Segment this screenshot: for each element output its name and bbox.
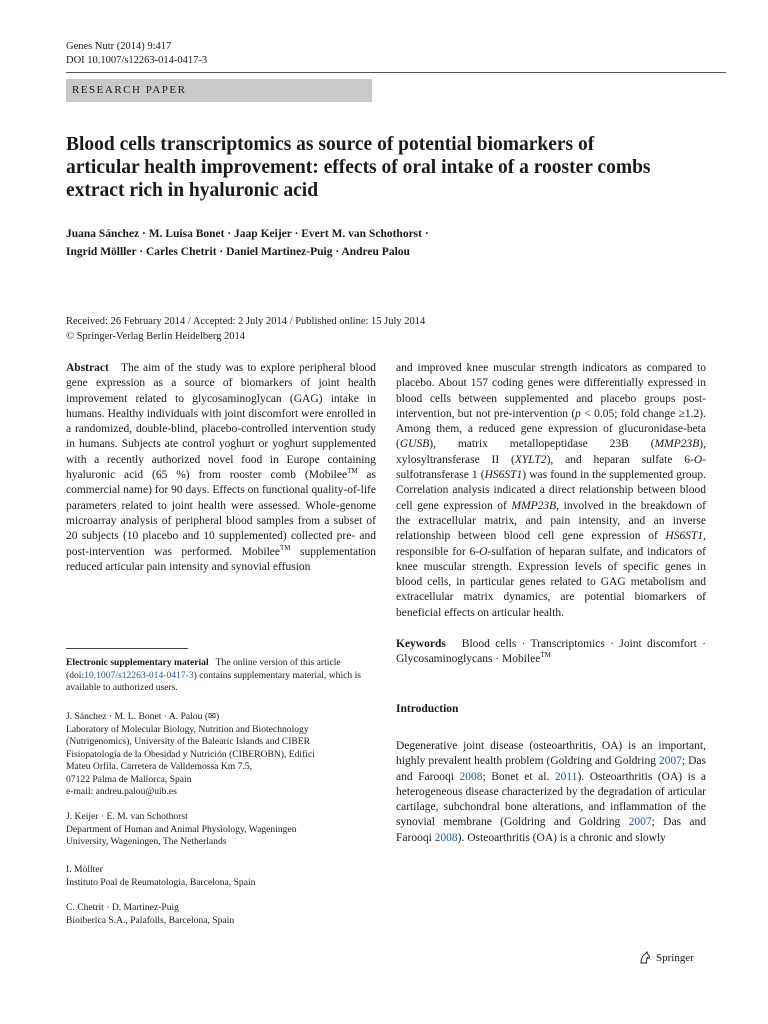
supplementary-text-1: The online version of this article (doi: <box>66 657 341 681</box>
publication-history <box>66 314 726 344</box>
journal-header <box>66 40 207 68</box>
footnote-rule <box>66 648 188 649</box>
author-list <box>66 225 686 261</box>
citation-link[interactable]: 2008 <box>459 770 483 783</box>
publisher-logo <box>638 951 694 965</box>
affiliation-names: J. Sánchez · M. L. Bonet · A. Palou (✉) <box>66 711 220 722</box>
springer-horse-icon <box>638 951 652 965</box>
author-line-2: Ingrid Mölller · Carles Chetrit · Daniel Martinez-Puig · Andreu Palou <box>66 246 410 258</box>
supplementary-note <box>66 657 376 695</box>
supplementary-label: Electronic supplementary material <box>66 657 209 668</box>
supplementary-doi-link[interactable]: 10.1007/s12263-014-0417-3 <box>84 669 194 681</box>
trademark-sup: TM <box>280 543 291 552</box>
affiliation-line: 07122 Palma de Mallorca, Spain <box>66 773 192 785</box>
supplementary-text-2: ) contains supplementary material, which is available to authorized users. <box>66 669 361 693</box>
copyright-line: © Springer-Verlag Berlin Heidelberg 2014 <box>66 331 246 342</box>
citation-link[interactable]: 2011 <box>554 770 578 783</box>
affiliation-line: Fisiopatología de la Obesidad y Nutrición (CIBEROBN), Edifici <box>66 748 315 760</box>
affiliation-block-3 <box>66 864 376 889</box>
abstract-paragraph <box>66 361 376 575</box>
keywords-label: Keywords <box>396 638 446 651</box>
journal-doi: DOI 10.1007/s12263-014-0417-3 <box>66 55 208 66</box>
article-title: Blood cells transcriptomics as source of potential biomarkers of articular health improvement: effects of oral intake of a rooster combs extract rich in hyaluronic acid <box>66 134 651 201</box>
abstract-text-2: as commercial name) for 90 days. Effects on functional quality-of-life parameters related to joint health were assessed. Whole-genome microarray analysis of peripheral blood samples from a subset of 20 subjects (10 placebo and 10 supplemented) collected pre- and post-intervention was performed. Mobilee <box>66 469 376 558</box>
affiliation-line: Mateu Orfila. Carretera de Valldemossa Km 7.5, <box>66 761 253 772</box>
affiliation-block-1 <box>66 711 376 799</box>
article-type-banner: RESEARCH PAPER <box>66 79 372 102</box>
contact-email: e-mail: andreu.palou@uib.es <box>66 786 177 797</box>
affiliation-names: I. Möllter <box>66 864 103 875</box>
citation-link[interactable]: 2007 <box>628 816 652 829</box>
trademark-sup: TM <box>540 651 551 660</box>
abstract-continuation-column <box>396 361 706 846</box>
introduction-paragraph: Degenerative joint disease (osteoarthritis, OA) is an important, highly prevalent health problem (Goldring and Goldring 2007; Das and Farooqi 2008; Bonet et al. 2011). Osteoarthritis (OA) is a heterogeneous disease characterized by the degradation of articular cartilage, subchondral bone alterations, and inflammation of the synovial membrane (Goldring and Goldring 2007; Das and Farooqi 2008). Osteoarthritis (OA) is a chronic and slowly <box>396 739 706 844</box>
author-line-1: Juana Sánchez · M. Luisa Bonet · Jaap Keijer · Evert M. van Schothorst · <box>66 228 429 240</box>
affiliation-line: (Nutrigenomics), University of the Balearic Islands and CIBER <box>66 736 311 747</box>
trademark-sup: TM <box>347 467 358 476</box>
abstract-column <box>66 361 376 575</box>
introduction-heading: Introduction <box>396 702 459 715</box>
journal-citation: Genes Nutr (2014) 9:417 <box>66 41 172 52</box>
header-rule <box>66 72 726 73</box>
keywords-text: Blood cells · Transcriptomics · Joint discomfort · Glycosaminoglycans · Mobilee <box>396 638 707 666</box>
keywords <box>396 637 706 668</box>
affiliation-line: Bioiberica S.A., Palafolls, Barcelona, Spain <box>66 914 235 926</box>
history-dates: Received: 26 February 2014 / Accepted: 2 July 2014 / Published online: 15 July 2014 <box>66 316 426 327</box>
citation-link[interactable]: 2008 <box>434 831 458 844</box>
abstract-text-3: supplementation reduced articular pain intensity and synovial effusion <box>66 545 376 573</box>
abstract-continuation: and improved knee muscular strength indicators as compared to placebo. About 157 coding genes were differentially expressed in blood cells between supplemented and placebo groups post-intervention, but not pre-intervention (p < 0.05; fold change ≥1.2). Among them, a reduced gene expression of glucuronidase-beta (GUSB), matrix metallopeptidase 23B (MMP23B), xylosyltransferase II (XYLT2), and heparan sulfate 6-O-sulfotransferase 1 (HS6ST1) was found in the supplemented group. Correlation analysis indicated a direct relationship between blood cell gene expression of MMP23B, involved in the breakdown of the extracellular matrix, and pain intensity, and an inverse relationship between blood cell gene expression of HS6ST1, responsible for 6-O-sulfation of heparan sulfate, and indicators of knee muscular strength. Expression levels of specific genes in blood cells, in particular genes related to GAG metabolism and extracellular matrix dynamics, are potential biomarkers of beneficial effects on articular health. <box>396 362 706 619</box>
citation-link[interactable]: 2007 <box>658 755 682 768</box>
publisher-name: Springer <box>656 952 694 964</box>
affiliation-block-2 <box>66 811 376 849</box>
affiliation-names: C. Chetrit · D. Martinez-Puig <box>66 902 179 913</box>
affiliation-line: Department of Human and Animal Physiology, Wageningen <box>66 823 297 835</box>
affiliation-line: Laboratory of Molecular Biology, Nutrition and Biotechnology <box>66 723 309 735</box>
abstract-label: Abstract <box>66 362 109 374</box>
affiliation-line: University, Wageningen, The Netherlands <box>66 836 227 847</box>
affiliation-names: J. Keijer · E. M. van Schothorst <box>66 811 188 822</box>
affiliation-block-4 <box>66 902 376 927</box>
abstract-text-1: The aim of the study was to explore peripheral blood gene expression as a source of biomarkers of joint health improvement related to glycosaminoglycan (GAG) intake in humans. Healthy individuals with joint discomfort were enrolled in a randomized, double-blind, placebo-controlled intervention study in humans. Subjects ate control yoghurt or yoghurt supplemented with a recently authorized novel food in Europe containing hyaluronic acid (65 %) from rooster comb (Mobilee <box>66 362 376 482</box>
affiliation-line: Instituto Poal de Reumatologia, Barcelona, Spain <box>66 876 256 888</box>
